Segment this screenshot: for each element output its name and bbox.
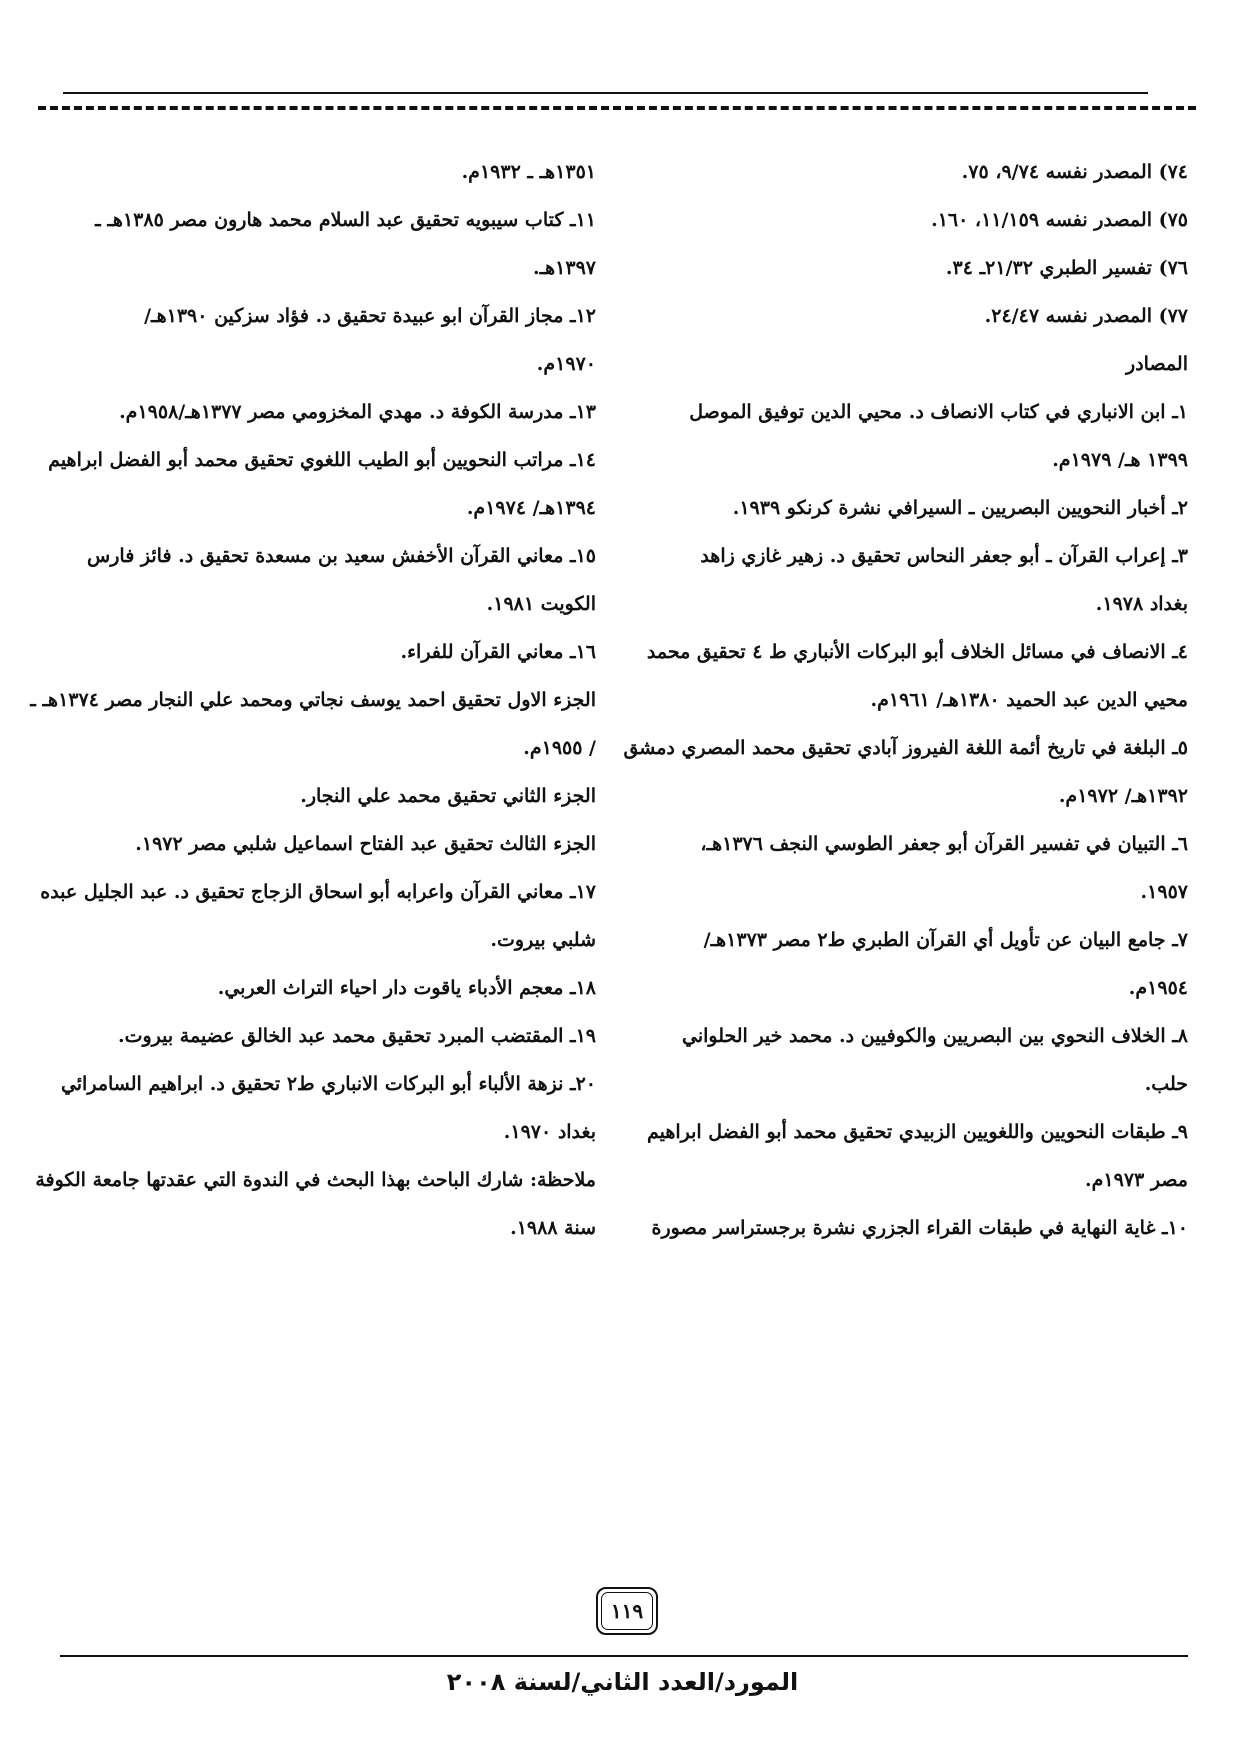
- text-line: حلب.: [1144, 1073, 1188, 1095]
- text-line: ٧٦) تفسير الطبري ٢١/٣٢ـ ٣٤.: [945, 257, 1188, 279]
- text-line: محيي الدين عبد الحميد ١٣٨٠هـ/ ١٩٦١م.: [870, 689, 1188, 711]
- text-line: ١٨ـ معجم الأدباء ياقوت دار احياء التراث العربي.: [217, 977, 596, 999]
- text-line: بغداد ١٩٧٨.: [1095, 593, 1188, 615]
- text-line: ١ـ ابن الانباري في كتاب الانصاف د. محيي الدين توفيق الموصل: [689, 401, 1188, 423]
- text-line: ١٣٩٧هـ.: [532, 257, 596, 279]
- text-line: ١٣٩٢هـ/ ١٩٧٢م.: [1058, 785, 1188, 807]
- text-line: ١٣٥١هـ ـ ١٩٣٢م.: [461, 161, 596, 183]
- journal-footer: المورد/العدد الثاني/لسنة ٢٠٠٨: [446, 1668, 799, 1696]
- text-line: ٢ـ أخبار النحويين البصريين ـ السيرافي نشرة كرنكو ١٩٣٩.: [732, 497, 1188, 519]
- text-line: ١١ـ كتاب سيبويه تحقيق عبد السلام محمد هارون مصر ١٣٨٥هـ ـ: [95, 209, 596, 231]
- text-line: ١٣ـ مدرسة الكوفة د. مهدي المخزومي مصر ١٣٧٧هـ/١٩٥٨م.: [119, 401, 596, 423]
- text-line: الكويت ١٩٨١.: [486, 593, 596, 615]
- text-line: ١٩ـ المقتضب المبرد تحقيق محمد عبد الخالق عضيمة بيروت.: [117, 1025, 596, 1047]
- text-line: ٨ـ الخلاف النحوي بين البصريين والكوفيين د. محمد خير الحلواني: [681, 1025, 1188, 1047]
- page-number: ١١٩: [601, 1592, 653, 1630]
- left-column: [30, 148, 596, 1252]
- text-line: ١٩٥٤م.: [1128, 977, 1188, 999]
- text-line: ٦ـ التبيان في تفسير القرآن أبو جعفر الطوسي النجف ١٣٧٦هـ،: [700, 833, 1188, 855]
- text-line: سنة ١٩٨٨.: [510, 1217, 596, 1239]
- text-line: ١٦ـ معاني القرآن للفراء.: [400, 641, 596, 663]
- text-line: ٣ـ إعراب القرآن ـ أبو جعفر النحاس تحقيق د. زهير غازي زاهد: [700, 545, 1188, 567]
- text-line: ١٣٩٤هـ/ ١٩٧٤م.: [466, 497, 596, 519]
- footer-rule: [60, 1655, 1188, 1657]
- text-line: ١٧ـ معاني القرآن واعرابه أبو اسحاق الزجاج تحقيق د. عبد الجليل عبده: [40, 881, 596, 903]
- text-line: ٧٥) المصدر نفسه ١١/١٥٩، ١٦٠.: [931, 209, 1188, 231]
- text-line: ١٩٧٠م.: [536, 353, 596, 375]
- text-line: ٥ـ البلغة في تاريخ أئمة اللغة الفيروز آبادي تحقيق محمد المصري دمشق: [623, 737, 1188, 759]
- text-line: ١٢ـ مجاز القرآن ابو عبيدة تحقيق د. فؤاد سزكين ١٣٩٠هـ/: [144, 305, 596, 327]
- text-line: الجزء الثالث تحقيق عبد الفتاح اسماعيل شلبي مصر ١٩٧٢.: [135, 833, 596, 855]
- text-line: ٩ـ طبقات النحويين واللغويين الزبيدي تحقيق محمد أبو الفضل ابراهيم: [646, 1121, 1188, 1143]
- text-line: ٤ـ الانصاف في مسائل الخلاف أبو البركات الأنباري ط ٤ تحقيق محمد: [646, 641, 1188, 663]
- text-line: ٧٤) المصدر نفسه ٩/٧٤، ٧٥.: [961, 161, 1188, 183]
- text-line: ١٠ـ غاية النهاية في طبقات القراء الجزري نشرة برجستراسر مصورة: [651, 1217, 1188, 1239]
- text-line: شلبي بيروت.: [490, 929, 596, 951]
- text-line: المصادر: [1126, 353, 1188, 375]
- text-line: ١٥ـ معاني القرآن الأخفش سعيد بن مسعدة تحقيق د. فائز فارس: [87, 545, 596, 567]
- text-line: ٧٧) المصدر نفسه ٢٤/٤٧.: [984, 305, 1188, 327]
- text-line: بغداد ١٩٧٠.: [503, 1121, 596, 1143]
- header-dashed-rule: [38, 106, 1196, 110]
- header-rule: [63, 92, 1148, 94]
- text-line: / ١٩٥٥م.: [523, 737, 596, 759]
- text-line: مصر ١٩٧٣م.: [1085, 1169, 1188, 1191]
- right-column: [623, 148, 1188, 1252]
- text-line: الجزء الثاني تحقيق محمد علي النجار.: [300, 785, 596, 807]
- text-line: ملاحظة: شارك الباحث بهذا البحث في الندوة التي عقدتها جامعة الكوفة: [35, 1169, 596, 1191]
- text-line: ١٣٩٩ هـ/ ١٩٧٩م.: [1052, 449, 1188, 471]
- text-line: ٧ـ جامع البيان عن تأويل أي القرآن الطبري ط٢ مصر ١٣٧٣هـ/: [703, 929, 1188, 951]
- text-line: ٢٠ـ نزهة الألباء أبو البركات الانباري ط٢ تحقيق د. ابراهيم السامرائي: [60, 1073, 596, 1095]
- text-line: ١٤ـ مراتب النحويين أبو الطيب اللغوي تحقيق محمد أبو الفضل ابراهيم: [48, 449, 596, 471]
- text-line: الجزء الاول تحقيق احمد يوسف نجاتي ومحمد علي النجار مصر ١٣٧٤هـ ـ: [30, 689, 596, 711]
- page-number-frame: [596, 1587, 658, 1635]
- text-line: ١٩٥٧.: [1140, 881, 1188, 903]
